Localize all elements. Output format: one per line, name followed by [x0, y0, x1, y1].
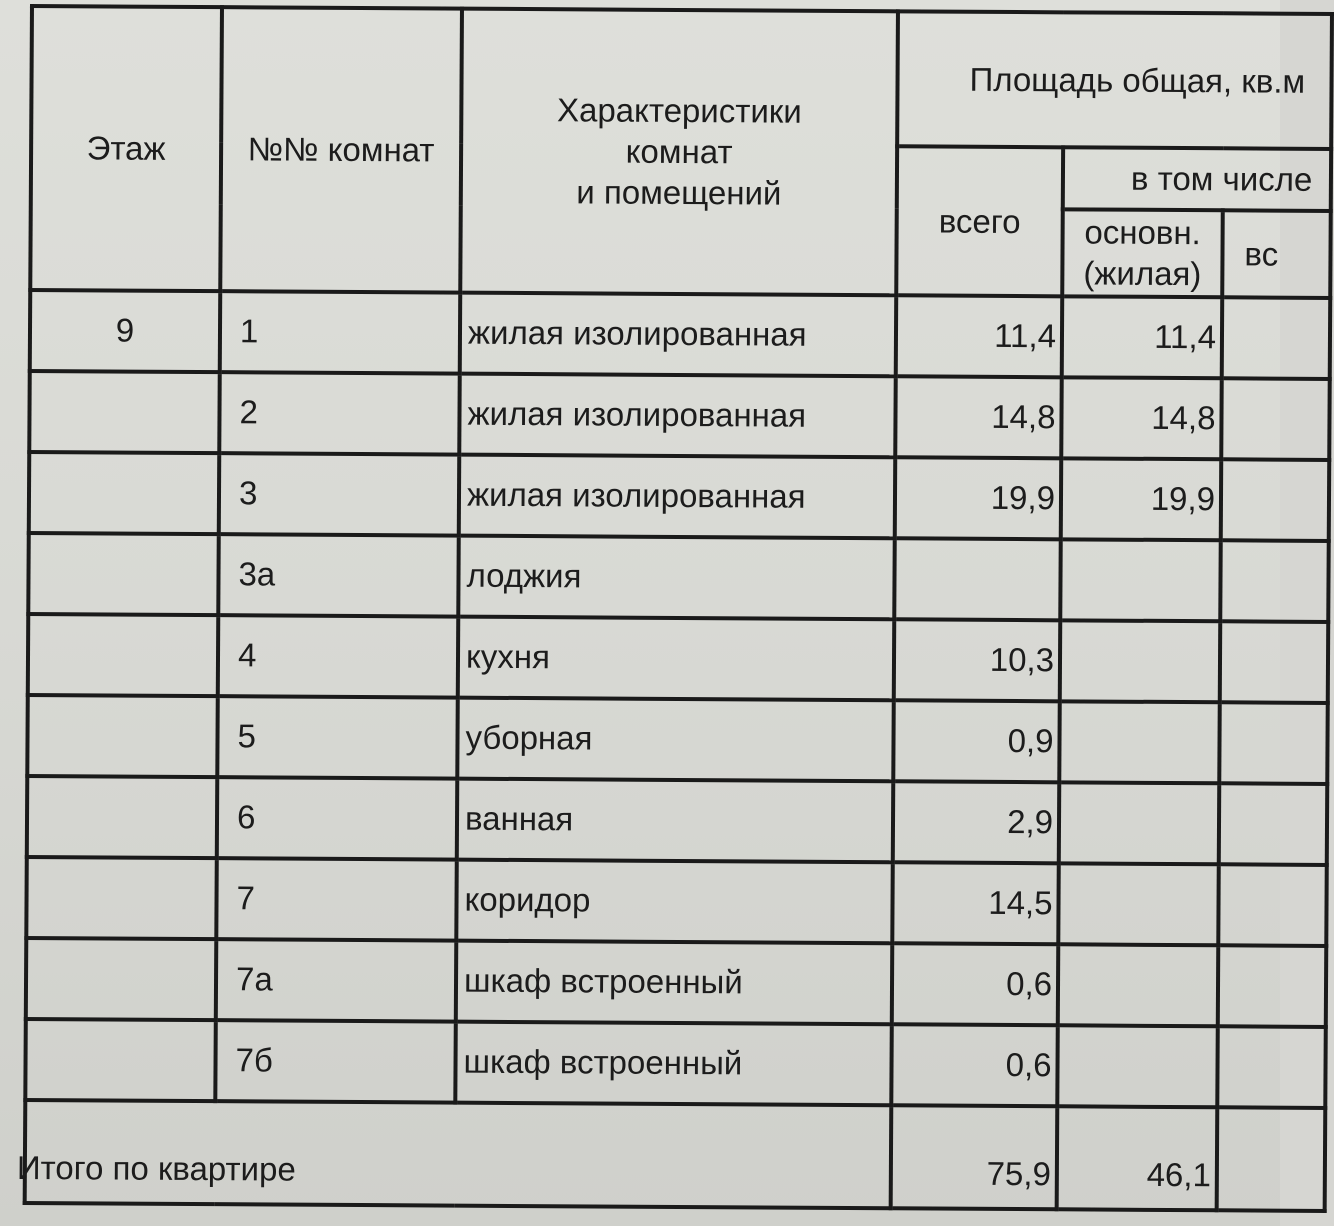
room-number-cell: 3а	[218, 534, 458, 616]
area-total-cell: 14,5	[892, 862, 1058, 944]
floor-cell	[26, 856, 216, 938]
area-main-cell: 19,9	[1061, 458, 1221, 540]
room-number-cell: 7б	[215, 1020, 455, 1102]
room-description-cell: коридор	[456, 859, 892, 943]
floor-cell	[25, 1018, 215, 1100]
table-row	[26, 937, 1326, 1026]
area-total-cell: 10,3	[894, 619, 1060, 701]
area-auxiliary-cell	[1222, 297, 1331, 379]
summary-label: Итого по квартире	[16, 1148, 296, 1188]
header-characteristics-line3: и помещений	[576, 173, 782, 212]
summary-row	[25, 1099, 1326, 1210]
floor-cell: 9	[30, 290, 220, 372]
area-auxiliary-cell	[1218, 945, 1327, 1027]
room-description-cell: лоджия	[458, 535, 894, 619]
area-auxiliary-cell	[1220, 540, 1329, 622]
header-rooms: №№ комнат	[220, 7, 462, 292]
area-main-cell	[1060, 620, 1220, 702]
header-total: всего	[896, 146, 1063, 296]
area-main-cell	[1058, 863, 1218, 945]
area-auxiliary-cell	[1221, 378, 1330, 460]
room-number-cell: 4	[218, 615, 458, 697]
area-total-cell: 0,9	[893, 700, 1059, 782]
area-auxiliary-cell	[1218, 864, 1327, 946]
area-main-cell: 14,8	[1061, 377, 1221, 459]
area-main-cell	[1059, 701, 1219, 783]
table-row	[27, 775, 1327, 864]
floor-cell	[28, 533, 218, 615]
summary-area-main: 46,1	[1057, 1106, 1218, 1210]
room-description-cell: шкаф встроенный	[455, 1021, 891, 1105]
header-main-living	[1062, 209, 1223, 296]
room-description-cell: жилая изолированная	[460, 292, 896, 376]
room-explication-table	[16, 4, 1334, 1212]
header-characteristics-line1: Характеристики	[556, 91, 802, 130]
area-total-cell	[894, 538, 1060, 620]
summary-label-cell	[16, 1099, 892, 1207]
header-main-line2: (жилая)	[1083, 254, 1202, 293]
floor-cell	[26, 937, 216, 1019]
room-number-cell: 2	[219, 372, 459, 454]
area-total-cell: 0,6	[891, 1024, 1057, 1106]
summary-area-total: 75,9	[891, 1105, 1058, 1209]
area-main-cell	[1060, 539, 1220, 621]
table-row	[28, 533, 1328, 622]
area-auxiliary-cell	[1220, 621, 1329, 703]
room-number-cell: 7а	[216, 939, 456, 1021]
summary-area-auxiliary	[1217, 1107, 1326, 1211]
area-auxiliary-cell	[1221, 459, 1330, 541]
area-auxiliary-cell	[1219, 702, 1328, 784]
table-row	[26, 856, 1326, 945]
area-total-cell: 14,8	[895, 376, 1061, 458]
area-auxiliary-cell	[1219, 783, 1328, 865]
area-main-cell	[1057, 1025, 1217, 1107]
header-main-line1: основн.	[1084, 213, 1201, 252]
floor-cell	[29, 452, 219, 534]
header-row-1	[31, 6, 1332, 149]
area-main-cell	[1058, 944, 1218, 1026]
table-row	[29, 371, 1329, 460]
area-total-cell: 2,9	[893, 781, 1059, 863]
room-number-cell: 1	[220, 291, 460, 373]
header-auxiliary: вс	[1222, 210, 1331, 297]
room-number-cell: 5	[217, 696, 457, 778]
area-total-cell: 19,9	[895, 457, 1061, 539]
header-floor: Этаж	[30, 6, 222, 291]
header-including: в том числе	[1063, 147, 1331, 211]
header-characteristics-line2: комнат	[625, 132, 733, 171]
table-row	[29, 452, 1329, 541]
room-number-cell: 7	[216, 858, 456, 940]
area-main-cell	[1059, 782, 1219, 864]
room-description-cell: кухня	[458, 616, 894, 700]
floor-cell	[27, 775, 217, 857]
room-number-cell: 6	[217, 777, 457, 859]
area-auxiliary-cell	[1217, 1026, 1326, 1108]
floor-cell	[29, 371, 219, 453]
table-row	[25, 1018, 1325, 1107]
room-description-cell: жилая изолированная	[459, 373, 895, 457]
room-description-cell: жилая изолированная	[459, 454, 895, 538]
area-total-cell: 0,6	[892, 943, 1058, 1025]
header-characteristics	[460, 9, 898, 295]
area-main-cell: 11,4	[1062, 296, 1222, 378]
floor-cell	[28, 614, 218, 696]
floor-cell	[27, 694, 217, 776]
room-description-cell: шкаф встроенный	[456, 940, 892, 1024]
table-row	[27, 694, 1327, 783]
room-description-cell: уборная	[457, 697, 893, 781]
table-row	[28, 614, 1328, 703]
area-total-cell: 11,4	[896, 295, 1062, 377]
header-area-total-title: Площадь общая, кв.м	[897, 11, 1332, 149]
table-row	[30, 290, 1330, 379]
room-description-cell: ванная	[457, 778, 893, 862]
room-number-cell: 3	[219, 453, 459, 535]
